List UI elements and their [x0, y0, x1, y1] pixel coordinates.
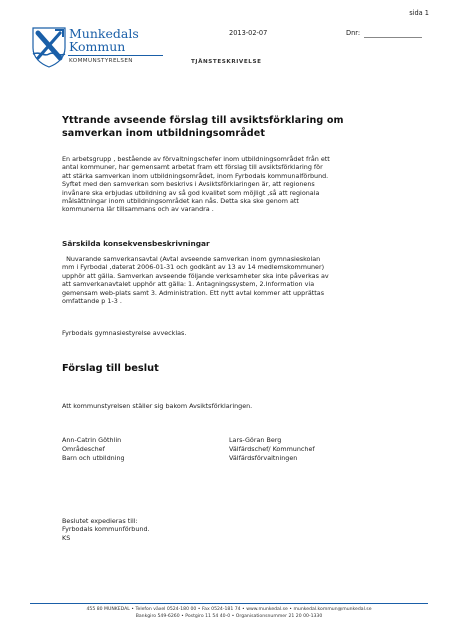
intro-paragraph [62, 155, 432, 214]
signer-title: Områdeschef [62, 445, 105, 454]
proposal-text: Att kommunstyrelsen ställer sig bakom Avsiktsförklaringen. [62, 402, 253, 410]
distribution-label: Beslutet expedieras till: [62, 517, 138, 525]
text-line: gemensam web-plats samt 3. Administration. Ett nytt avtal kommer att upprättas [62, 288, 325, 297]
text-line: kommunerna lär tillsammans och av varandra . [62, 205, 214, 214]
title-line: Yttrande avseende förslag till avsiktsförklaring om [62, 115, 344, 126]
logo-department: KOMMUNSTYRELSEN [69, 58, 133, 64]
distribution-recipient: KS [62, 533, 71, 542]
logo-name-line2: Kommun [69, 39, 126, 54]
text-line: Nuvarande samverkansavtal (Avtal avseende samverkan inom gymnasieskolan [62, 255, 321, 263]
text-line: invånare ska erbjudas utbildning av så god kvalitet som möjligt ,så att regionala [62, 188, 320, 197]
text-line: upphör att gälla. Samverkan avseende följande verksamheter ska inte påverkas av [62, 271, 329, 280]
logo-divider [68, 55, 163, 56]
dnr-field [364, 37, 422, 38]
text-line: Syftet med den samverkan som beskrivs i Avsiktsförklaringen är, att regionens [62, 180, 315, 189]
text-line: att samverkanavtalet upphör att gälla: 1. Antagningssystem, 2.Information via [62, 280, 315, 289]
document-date: 2013-02-07 [229, 29, 268, 37]
page-title [62, 114, 344, 140]
signer-right [229, 436, 315, 464]
text-line: antal kommuner, har gemensamt arbetat fram ett förslag till avsiktsförklaring för [62, 163, 323, 172]
coat-of-arms-icon [30, 24, 68, 68]
dnr-label: Dnr: [346, 29, 361, 37]
page-number: sida 1 [409, 9, 429, 17]
signer-department: Barn och utbildning [62, 454, 125, 463]
text-line: omfattande p 1-3 . [62, 297, 122, 306]
footer-divider [30, 603, 428, 604]
text-line: En arbetsgrupp , bestående av förvaltningschefer inom utbildningsområdet från ett [62, 155, 330, 163]
footer-contact: 455 80 MUNKEDAL • Telefon växel 0524-180 00 • Fax 0524-181 74 • www.munkedal.se • munkedal.kommun@munkedal.se [86, 607, 372, 612]
signer-name: Lars-Göran Berg [229, 436, 282, 444]
footer [30, 606, 428, 620]
footer-bank: Bankgiro 549-6260 • Postgiro 11 54 40-0 • Organisationsnummer 21 20 00-1330 [135, 614, 323, 619]
municipality-logo [30, 24, 68, 72]
signer-left [62, 436, 125, 464]
signer-name: Ann-Catrin Göthlin [62, 436, 122, 444]
section-heading: Särskilda konsekvensbeskrivningar [62, 239, 210, 248]
document-type: TJÄNSTESKRIVELSE [191, 59, 262, 65]
text-line: mm i Fyrbodal ,daterat 2006-01-31 och godkänt av 13 av 14 medlemskommuner) [62, 263, 325, 272]
text-line: målsättningar inom utbildningsområdet kan nås. Detta ska ske genom att [62, 197, 299, 206]
signer-title: Välfärdschef/ Kommunchef [229, 445, 315, 454]
gymnasium-board-note: Fyrbodals gymnasiestyrelse avvecklas. [62, 329, 187, 337]
distribution-recipient: Fyrbodals kommunförbund. [62, 525, 150, 534]
text-line: att stärka samverkan inom utbildningsområdet, inom Fyrbodals kommunalförbund. [62, 171, 329, 180]
consequences-paragraph [62, 255, 432, 305]
proposal-heading: Förslag till beslut [62, 363, 159, 374]
distribution-list [62, 517, 150, 542]
title-line: samverkan inom utbildningsområdet [62, 128, 266, 139]
signer-department: Välfärdsförvaltningen [229, 454, 298, 463]
logo-name: Munkedals [69, 26, 139, 41]
